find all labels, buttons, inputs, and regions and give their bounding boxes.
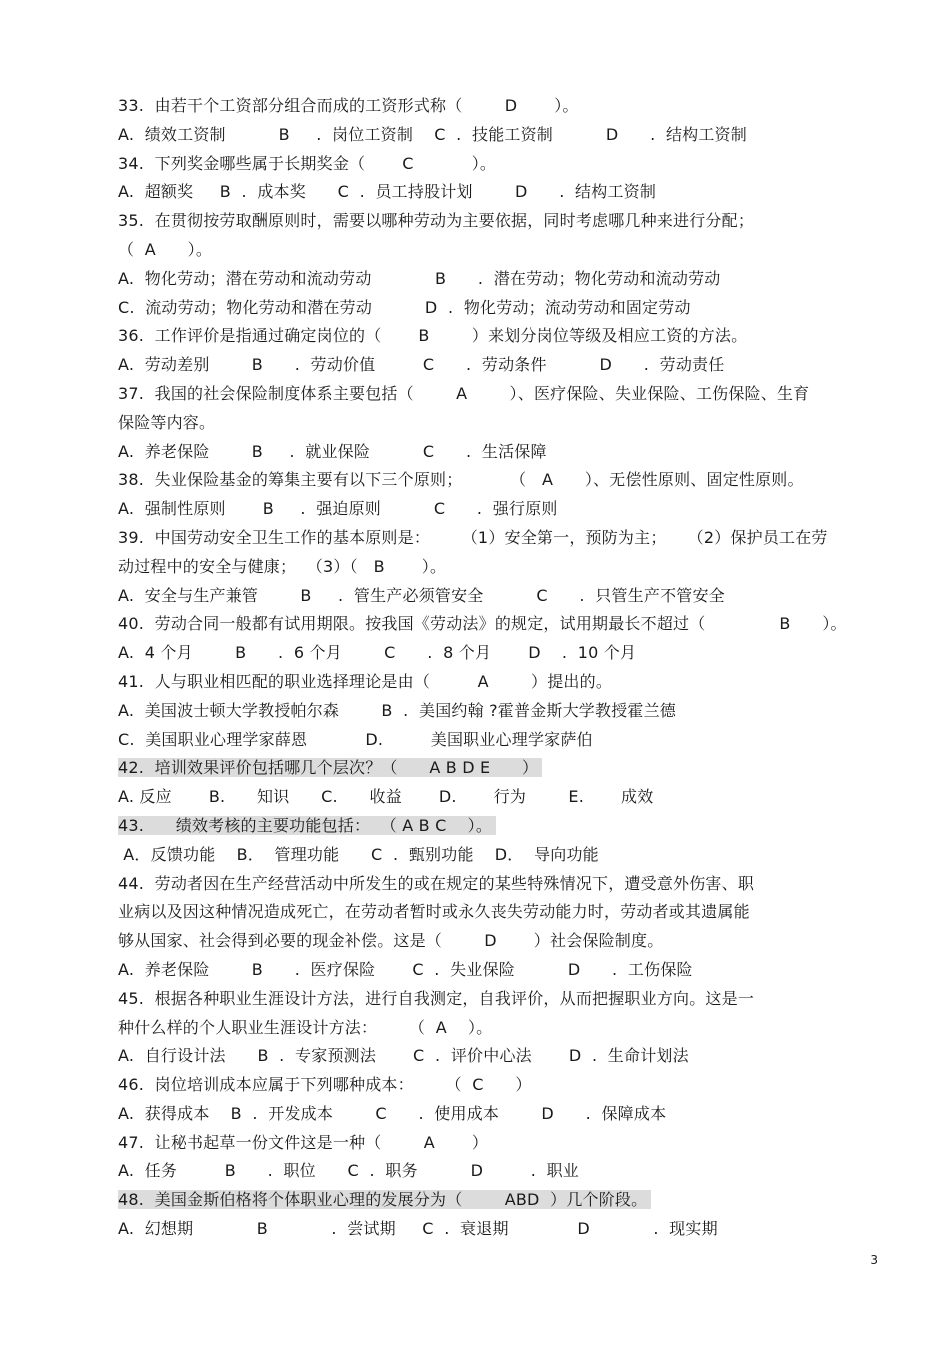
text-line [118,178,878,207]
text-line [118,582,878,611]
text-line [118,639,878,668]
line-text: 动过程中的安全与健康； （3）（ B ）。 [118,556,447,576]
line-text: 39. 中国劳动安全卫生工作的基本原则是： （1）安全第一，预防为主； （2）保护员工在劳 [118,527,828,547]
line-text: 38. 失业保险基金的筹集主要有以下三个原则； （ A ）、无偿性原则、固定性原则。 [118,470,804,490]
line-text: 够从国家、社会得到必要的现金补偿。这是（ D ）社会保险制度。 [118,931,664,951]
text-line [118,1042,878,1071]
text-line [118,236,878,265]
line-text: A. 任务 B . 职位 C . 职务 D . 职业 [118,1161,579,1181]
text-line [118,898,878,927]
line-text: 33. 由若干个工资部分组合而成的工资形式称（ D ）。 [118,96,579,115]
line-text: 43. 绩效考核的主要功能包括： （ A B C ）。 [118,816,496,835]
line-text: A. 劳动差别 B . 劳动价值 C . 劳动条件 D . 劳动责任 [118,355,725,375]
line-text: 37. 我国的社会保险制度体系主要包括（ A ）、医疗保险、失业保险、工伤保险、生育 [118,383,810,403]
question-list [118,92,878,1244]
text-line [118,265,878,294]
line-text: C. 美国职业心理学家薛恩 D. 美国职业心理学家萨伯 [118,729,593,749]
highlighted-text-line [118,812,878,841]
text-line [118,351,878,380]
text-line [118,1157,878,1186]
text-line [118,1014,878,1043]
line-text: 业病以及因这种情况造成死亡，在劳动者暂时或永久丧失劳动能力时，劳动者或其遗属能 [118,902,750,922]
line-text: A. 美国波士顿大学教授帕尔森 B . 美国约翰 ?霍普金斯大学教授霍兰德 [118,700,676,720]
line-text: 保险等内容。 [118,412,216,432]
text-line [118,841,878,870]
line-text: A. 安全与生产兼管 B . 管生产必须管安全 C . 只管生产不管安全 [118,585,725,605]
text-line [118,956,878,985]
text-line [118,726,878,755]
line-text: 42. 培训效果评价包括哪几个层次？（ A B D E ） [118,758,542,777]
line-text: A. 反应 B. 知识 C. 收益 D. 行为 E. 成效 [118,787,654,807]
text-line [118,553,878,582]
text-line [118,150,878,179]
line-text: 44. 劳动者因在生产经营活动中所发生的或在规定的某些特殊情况下，遭受意外伤害、职 [118,873,755,893]
text-line [118,610,878,639]
text-line [118,524,878,553]
text-line [118,1071,878,1100]
text-line [118,1215,878,1244]
line-text: 34. 下列奖金哪些属于长期奖金（ C ）。 [118,153,497,173]
text-line [118,466,878,495]
page-number: 3 [870,1253,878,1267]
text-line [118,1129,878,1158]
line-text: A. 强制性原则 B . 强迫原则 C . 强行原则 [118,499,558,519]
line-text: （ A ）。 [118,239,213,259]
line-text: 45. 根据各种职业生涯设计方法，进行自我测定，自我评价，从而把握职业方向。这是一 [118,988,755,1008]
line-text: 35. 在贯彻按劳取酬原则时，需要以哪种劳动为主要依据，同时考虑哪几种来进行分配； [118,211,755,231]
line-text: 46. 岗位培训成本应属于下列哪种成本： （ C ） [118,1075,532,1095]
line-text: A．反馈功能 B． 管理功能 C . 甄别功能 D． 导向功能 [118,844,599,864]
text-line [118,380,878,409]
text-line [118,121,878,150]
text-line [118,495,878,524]
highlighted-text-line [118,1186,878,1215]
text-line [118,668,878,697]
text-line [118,294,878,323]
line-text: 48. 美国金斯伯格将个体职业心理的发展分为（ ABD ）几个阶段。 [118,1190,651,1209]
text-line [118,870,878,899]
text-line [118,207,878,236]
text-line [118,92,878,121]
text-line [118,927,878,956]
text-line [118,322,878,351]
line-text: 41. 人与职业相匹配的职业选择理论是由（ A ）提出的。 [118,671,613,691]
text-line [118,438,878,467]
line-text: A. 超额奖 B . 成本奖 C . 员工持股计划 D . 结构工资制 [118,182,657,202]
highlighted-text-line [118,754,878,783]
text-line [118,783,878,812]
line-text: 种什么样的个人职业生涯设计方法： （ A ）。 [118,1017,493,1037]
line-text: C. 流动劳动；物化劳动和潜在劳动 D . 物化劳动；流动劳动和固定劳动 [118,297,691,317]
line-text: A. 4 个月 B . 6 个月 C . 8 个月 D . 10 个月 [118,643,637,663]
line-text: 36. 工作评价是指通过确定岗位的（ B ）来划分岗位等级及相应工资的方法。 [118,326,748,346]
text-line [118,985,878,1014]
text-line [118,697,878,726]
line-text: A. 幻想期 B . 尝试期 C . 衰退期 D . 现实期 [118,1219,718,1239]
text-line [118,409,878,438]
line-text: A. 绩效工资制 B . 岗位工资制 C . 技能工资制 D . 结构工资制 [118,124,747,144]
line-text: 40. 劳动合同一般都有试用期限。按我国《劳动法》的规定，试用期最长不超过（ B ）。 [118,614,847,634]
line-text: A. 获得成本 B . 开发成本 C . 使用成本 D . 保障成本 [118,1103,667,1123]
line-text: A. 养老保险 B . 就业保险 C . 生活保障 [118,441,547,461]
line-text: A. 养老保险 B . 医疗保险 C . 失业保险 D . 工伤保险 [118,959,693,979]
line-text: A. 自行设计法 B . 专家预测法 C . 评价中心法 D . 生命计划法 [118,1046,689,1066]
line-text: A. 物化劳动；潜在劳动和流动劳动 B . 潜在劳动；物化劳动和流动劳动 [118,268,721,288]
text-line [118,1100,878,1129]
line-text: 47. 让秘书起草一份文件这是一种（ A ） [118,1132,489,1152]
